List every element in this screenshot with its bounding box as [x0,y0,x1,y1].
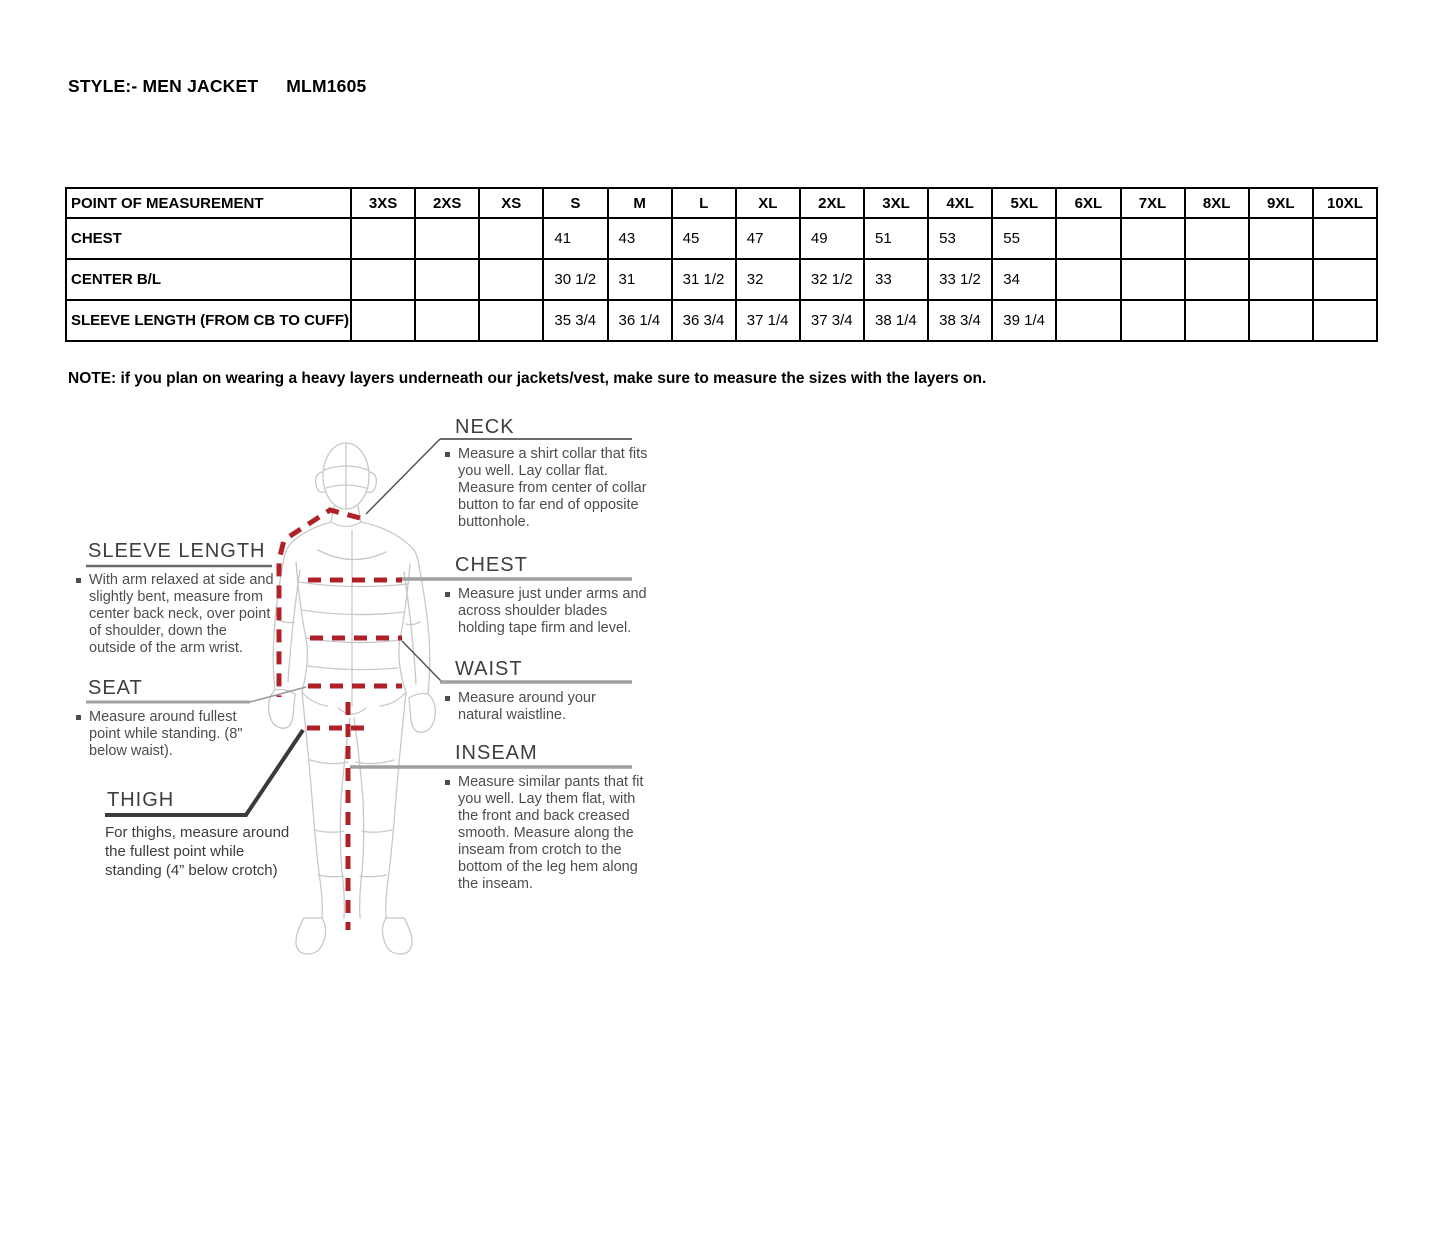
size-value-cell: 32 1/2 [800,259,864,300]
size-value-cell [1121,218,1185,259]
column-header-size: 7XL [1121,188,1185,218]
size-value-cell [351,218,415,259]
size-value-cell [479,300,543,341]
neck-heading: NECK [455,416,515,438]
column-header-size: XS [479,188,543,218]
size-value-cell [415,259,479,300]
row-label: SLEEVE LENGTH (FROM CB TO CUFF) [66,300,351,341]
header-row [66,188,1377,218]
column-header-size: 5XL [992,188,1056,218]
size-value-cell: 36 3/4 [672,300,736,341]
page-title [68,76,366,97]
size-value-cell: 51 [864,218,928,259]
size-value-cell: 53 [928,218,992,259]
size-value-cell: 35 3/4 [543,300,607,341]
size-value-cell [351,300,415,341]
size-value-cell: 32 [736,259,800,300]
table-row [66,300,1377,341]
note-text: NOTE: if you plan on wearing a heavy layers underneath our jackets/vest, make sure to measure the sizes with the layers on. [68,370,987,387]
size-value-cell [1185,218,1249,259]
size-value-cell [1185,300,1249,341]
style-code: MLM1605 [286,76,367,96]
size-value-cell: 36 1/4 [608,300,672,341]
size-value-cell [1056,259,1120,300]
waist-connector-line [402,641,441,681]
size-value-cell: 38 1/4 [864,300,928,341]
size-value-cell: 55 [992,218,1056,259]
size-value-cell: 37 1/4 [736,300,800,341]
chest-heading: CHEST [455,554,528,576]
size-value-cell [1056,300,1120,341]
size-value-cell: 31 1/2 [672,259,736,300]
size-value-cell [1121,259,1185,300]
row-label: CHEST [66,218,351,259]
column-header-size: 4XL [928,188,992,218]
measuring-guide-diagram [60,410,660,990]
neck-instructions: Measure a shirt collar that fits you well. Lay collar flat. Measure from center of collar button to far end of opposite buttonhole. [443,446,648,531]
size-value-cell: 34 [992,259,1056,300]
size-value-cell [1313,218,1377,259]
size-value-cell: 33 [864,259,928,300]
size-value-cell [1185,259,1249,300]
column-header-size: 8XL [1185,188,1249,218]
size-table [65,187,1378,342]
size-value-cell: 49 [800,218,864,259]
column-header-size: 2XS [415,188,479,218]
column-header-size: 10XL [1313,188,1377,218]
size-value-cell [415,300,479,341]
style-label: STYLE:- MEN JACKET [68,76,259,96]
size-value-cell [1249,259,1313,300]
chest-instructions: Measure just under arms and across shoulder blades holding tape firm and level. [443,586,648,637]
column-header-size: 2XL [800,188,864,218]
column-header-size: L [672,188,736,218]
size-value-cell: 43 [608,218,672,259]
size-value-cell: 38 3/4 [928,300,992,341]
size-value-cell [479,259,543,300]
column-header-size: S [543,188,607,218]
size-value-cell [1313,300,1377,341]
table-row [66,259,1377,300]
sleeve-length-instructions: With arm relaxed at side and slightly bent, measure from center back neck, over point of shoulder, down the outside of the arm wrist. [74,572,274,657]
column-header-size: 6XL [1056,188,1120,218]
size-value-cell [1121,300,1185,341]
size-value-cell [1313,259,1377,300]
column-header-size: M [608,188,672,218]
column-header-size: 3XL [864,188,928,218]
size-value-cell: 47 [736,218,800,259]
thigh-instructions: For thighs, measure around the fullest point while standing (4” below crotch) [105,824,290,879]
column-header-size: 9XL [1249,188,1313,218]
waist-heading: WAIST [455,658,523,680]
waist-instructions: Measure around your natural waistline. [443,690,638,724]
thigh-heading: THIGH [107,789,175,811]
table-row [66,218,1377,259]
column-header-point-of-measurement: POINT OF MEASUREMENT [66,188,351,218]
size-table-container [65,187,1378,342]
size-value-cell [415,218,479,259]
size-value-cell: 30 1/2 [543,259,607,300]
size-value-cell [479,218,543,259]
size-value-cell: 39 1/4 [992,300,1056,341]
size-value-cell [1249,218,1313,259]
size-value-cell [1249,300,1313,341]
seat-instructions: Measure around fullest point while standing. (8" below waist). [74,709,264,760]
inseam-instructions: Measure similar pants that fit you well. Lay them flat, with the front and back creased smooth. Measure along the inseam from crotch to the bottom of the leg hem along the inseam. [443,774,648,893]
seat-heading: SEAT [88,677,143,699]
size-value-cell: 33 1/2 [928,259,992,300]
row-label: CENTER B/L [66,259,351,300]
size-value-cell: 45 [672,218,736,259]
size-value-cell: 37 3/4 [800,300,864,341]
column-header-size: 3XS [351,188,415,218]
neck-connector-line [366,439,440,514]
size-value-cell: 31 [608,259,672,300]
size-value-cell [1056,218,1120,259]
size-value-cell: 41 [543,218,607,259]
column-header-size: XL [736,188,800,218]
size-value-cell [351,259,415,300]
sleeve-length-heading: SLEEVE LENGTH [88,540,266,562]
inseam-heading: INSEAM [455,742,538,764]
